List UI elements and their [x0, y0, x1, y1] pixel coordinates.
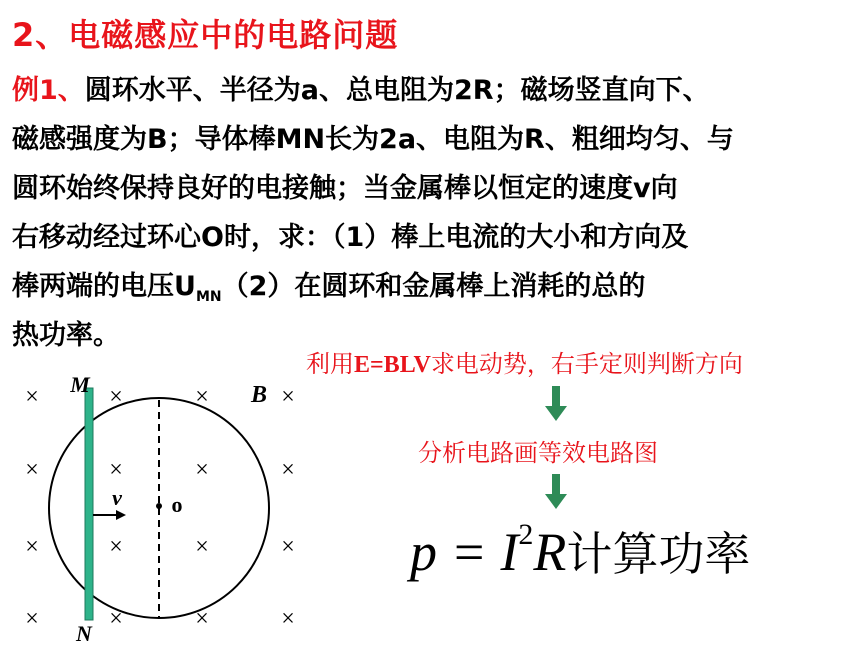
label-v: v [112, 485, 122, 510]
voltage-label: 棒两端的电压U [12, 271, 196, 302]
example-label: 例1、 [12, 75, 85, 106]
problem-line-1 [12, 66, 852, 115]
step-circuit: 分析电路画等效电路图 [418, 439, 658, 467]
down-arrow-icon [545, 386, 567, 422]
step-emf [306, 344, 743, 379]
field-cross: × [109, 384, 123, 410]
field-cross: × [195, 384, 209, 410]
power-formula [410, 518, 750, 584]
problem-line-6: 热功率。 [12, 320, 120, 351]
field-cross: × [195, 606, 209, 632]
velocity-arrowhead-icon [116, 510, 126, 520]
problem-line-2: 磁感强度为B；导体棒MN长为2a、电阻为R、粗细均匀、与 [12, 124, 734, 155]
problem-line-1-text: 圆环水平、半径为a、总电阻为2R；磁场竖直向下、 [84, 75, 710, 106]
power-formula-r: R [533, 522, 567, 582]
power-formula-lhs: p = I [410, 522, 519, 582]
field-cross: × [281, 534, 295, 560]
field-cross: × [25, 534, 39, 560]
field-cross: × [281, 606, 295, 632]
emf-formula: E=BLV [354, 352, 431, 378]
field-cross: × [25, 606, 39, 632]
label-m: M [70, 372, 90, 397]
voltage-subscript: MN [195, 289, 222, 305]
center-point [156, 503, 162, 509]
down-arrow-icon [545, 474, 567, 510]
field-cross: × [25, 384, 39, 410]
problem-line-5 [12, 262, 852, 311]
step-emf-prefix: 利用 [306, 350, 354, 378]
field-cross: × [109, 606, 123, 632]
field-cross: × [109, 457, 123, 483]
metal-rod [85, 388, 93, 620]
label-o: o [171, 492, 183, 517]
problem-text [12, 66, 852, 360]
field-cross: × [195, 534, 209, 560]
label-n: N [76, 621, 92, 645]
field-diagram [0, 360, 320, 645]
field-cross: × [281, 457, 295, 483]
power-formula-label: 计算功率 [566, 527, 751, 581]
slide-title: 2、电磁感应中的电路问题 [12, 16, 399, 54]
label-b: B [250, 382, 268, 408]
power-formula-exponent: 2 [518, 518, 534, 551]
field-cross: × [195, 457, 209, 483]
field-cross: × [281, 384, 295, 410]
problem-line-4: 右移动经过环心O时，求：（1）棒上电流的大小和方向及 [12, 222, 689, 253]
field-cross: × [109, 534, 123, 560]
step-emf-suffix: 求电动势，右手定则判断方向 [430, 350, 743, 378]
problem-line-3: 圆环始终保持良好的电接触；当金属棒以恒定的速度v向 [12, 173, 678, 204]
problem-line-5-text: （2）在圆环和金属棒上消耗的总的 [221, 271, 646, 302]
field-cross: × [25, 457, 39, 483]
